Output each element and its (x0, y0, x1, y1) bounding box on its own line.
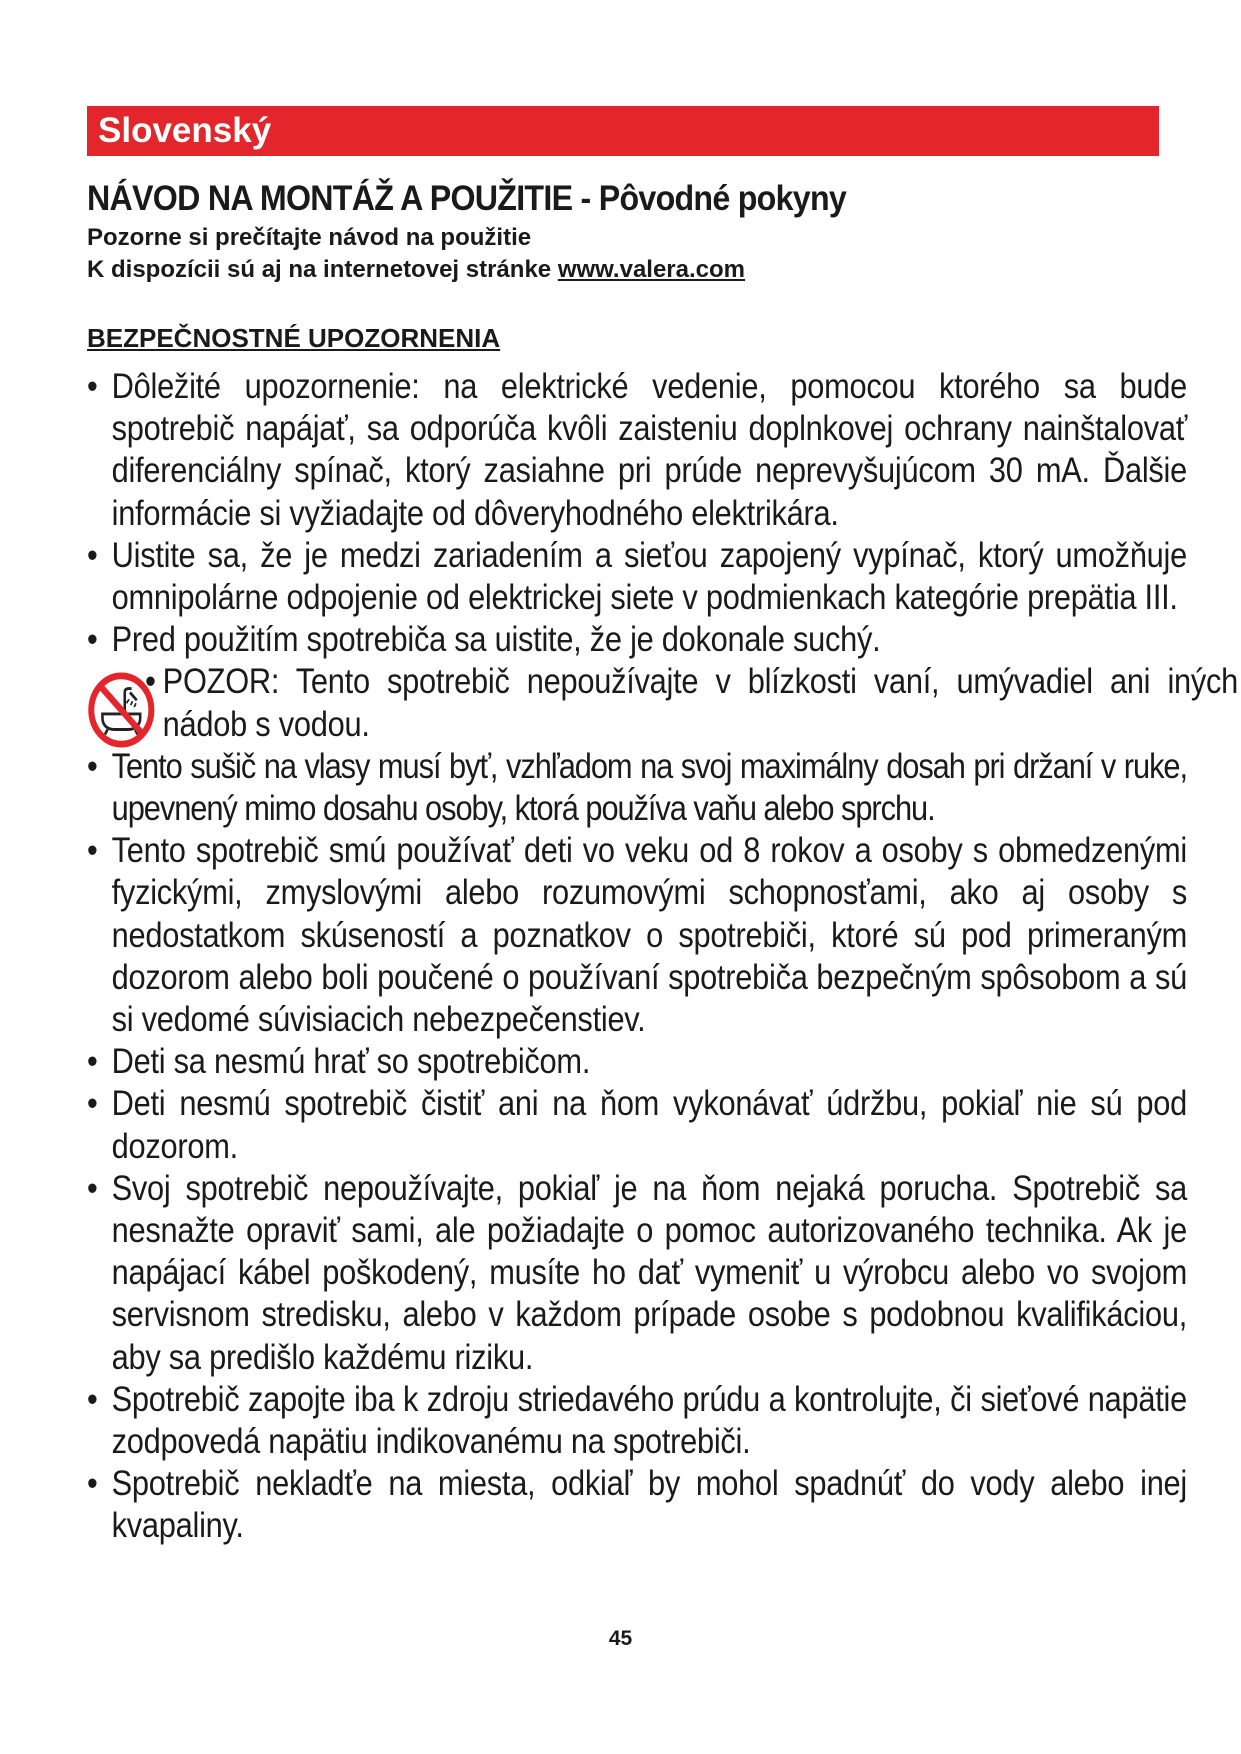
warning-text: POZOR: Tento spotrebič nepoužívajte v blízkosti vaní, umývadiel ani iných nádob s vodou. (162, 662, 1239, 744)
section-heading: BEZPEČNOSTNÉ UPOZORNENIA (87, 323, 501, 353)
list-item: • Spotrebič zapojte iba k zdroju striedavého prúdu a kontrolujte, či sieťové napätie zodpovedá napätiu indikovanému na spotrebiči. (87, 1379, 1187, 1463)
list-item: • Tento sušič na vlasy musí byť, vzhľadom na svoj maximálny dosah pri držaní v ruke, upevnený mimo dosahu osoby, ktorá používa vaňu alebo sprchu. (87, 746, 1187, 830)
list-item: • Spotrebič nekladťe na miesta, odkiaľ by mohol spadnúť do vody alebo inej kvapaliny. (87, 1463, 1187, 1547)
list-item: • Pred použitím spotrebiča sa uistite, že je dokonale suchý. (87, 619, 1187, 661)
website-link[interactable]: www.valera.com (557, 256, 746, 283)
list-item-warning (87, 661, 1238, 745)
no-bathtub-icon (87, 671, 156, 749)
page-number: 45 (608, 1627, 633, 1650)
list-item: • Dôležité upozornenie: na elektrické vedenie, pomocou ktorého sa bude spotrebič napájať, sa odporúča kvôli zaisteniu doplnkovej ochrany nainštalovať diferenciálny spínač, ktorý zasiahne pri prúde neprevyšujúcom 30 mA. Ďalšie informácie si vyžiadajte od dôveryhodného elektrikára. (87, 366, 1187, 535)
list-item: • Deti sa nesmú hrať so spotrebičom. (87, 1041, 1187, 1083)
language-banner (87, 106, 1159, 156)
list-item: • Svoj spotrebič nepoužívajte, pokiaľ je na ňom nejaká porucha. Spotrebič sa nesnažte opraviť sami, ale požiadajte o pomoc autorizovaného technika. Ak je napájací kábel poškodený, musíte ho dať vymeniť u výrobcu alebo vo svojom servisnom stredisku, alebo v každom prípade osobe s podobnou kvalifikáciou, aby sa predišlo každému riziku. (87, 1168, 1187, 1379)
document-title: NÁVOD NA MONTÁŽ A POUŽITIE - Pôvodné pokyny (87, 179, 847, 218)
website-note-text: K dispozícii sú aj na internetovej stránke (87, 256, 558, 283)
list-item: • Tento spotrebič smú používať deti vo veku od 8 rokov a osoby s obmedzenými fyzickými, zmyslovými alebo rozumovými schopnosťami, ako aj osoby s nedostatkom skúseností a poznatkov o spotrebiči, ktoré sú pod primeraným dozorom alebo boli poučené o používaní spotrebiča bezpečným spôsobom a sú si vedomé súvisiacich nebezpečenstiev. (87, 830, 1187, 1041)
instruction-subtitle: Pozorne si prečítajte návod na použitie (87, 224, 532, 251)
language-label: Slovenský (98, 111, 272, 150)
website-note (87, 255, 745, 285)
list-item: • Uistite sa, že je medzi zariadením a sieťou zapojený vypínač, ktorý umožňuje omnipolárne odpojenie od elektrickej siete v podmienkach kategórie prepätia III. (87, 535, 1187, 619)
list-item: • Deti nesmú spotrebič čistiť ani na ňom vykonávať údržbu, pokiaľ nie sú pod dozorom. (87, 1083, 1187, 1167)
safety-warnings-list (87, 366, 1239, 1548)
